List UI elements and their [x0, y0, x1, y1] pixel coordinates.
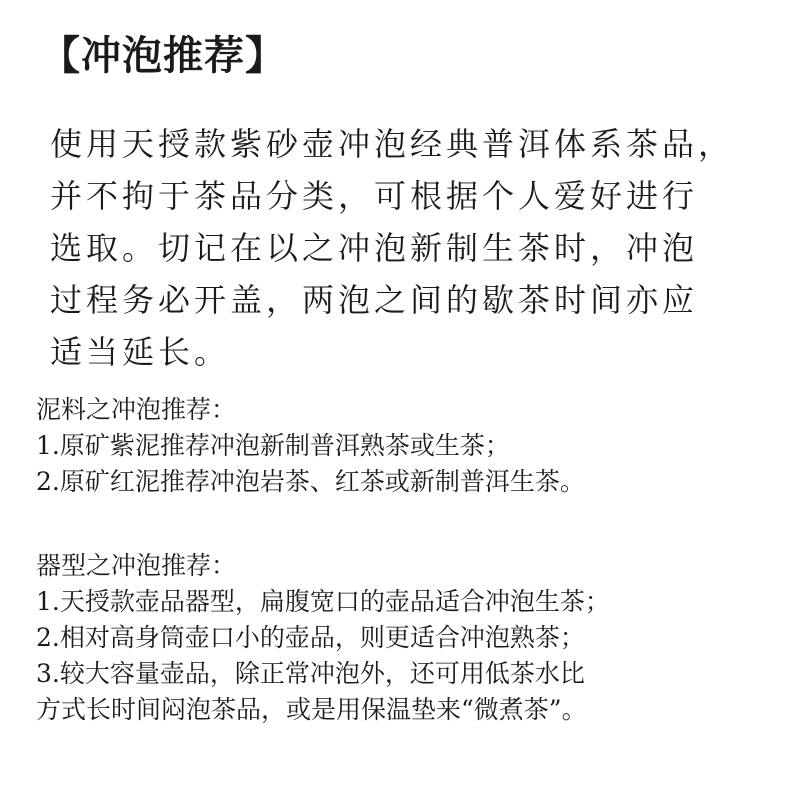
intro-paragraph	[50, 118, 770, 378]
list-item: 2.相对高身筒壶口小的壶品，则更适合冲泡熟茶；	[36, 623, 585, 652]
list-item: 3.较大容量壶品，除正常冲泡外，还可用低茶水比	[36, 659, 585, 688]
list-item: 方式长时间闷泡茶品，或是用保温垫来“微煮茶”。	[36, 695, 587, 724]
list-item: 1.天授款壶品器型，扁腹宽口的壶品适合冲泡生茶；	[36, 587, 610, 616]
intro-line: 过程务必开盖，两泡之间的歇茶时间亦应	[50, 281, 699, 319]
section-heading: 器型之冲泡推荐：	[36, 551, 237, 580]
clay-recommendation-section	[36, 392, 786, 500]
list-item: 1.原矿紫泥推荐冲泡新制普洱熟茶或生茶；	[36, 431, 510, 460]
page-title: 【冲泡推荐】	[40, 32, 286, 79]
intro-line: 使用天授款紫砂壶冲泡经典普洱体系茶品，	[50, 125, 735, 163]
intro-line: 适当延长。	[50, 333, 231, 371]
intro-line: 选取。切记在以之冲泡新制生茶时，冲泡	[50, 229, 699, 267]
list-item: 2.原矿红泥推荐冲泡岩茶、红茶或新制普洱生茶。	[36, 467, 585, 496]
section-heading: 泥料之冲泡推荐：	[36, 395, 237, 424]
intro-line: 并不拘于茶品分类，可根据个人爱好进行	[50, 177, 699, 215]
shape-recommendation-section	[36, 548, 786, 728]
